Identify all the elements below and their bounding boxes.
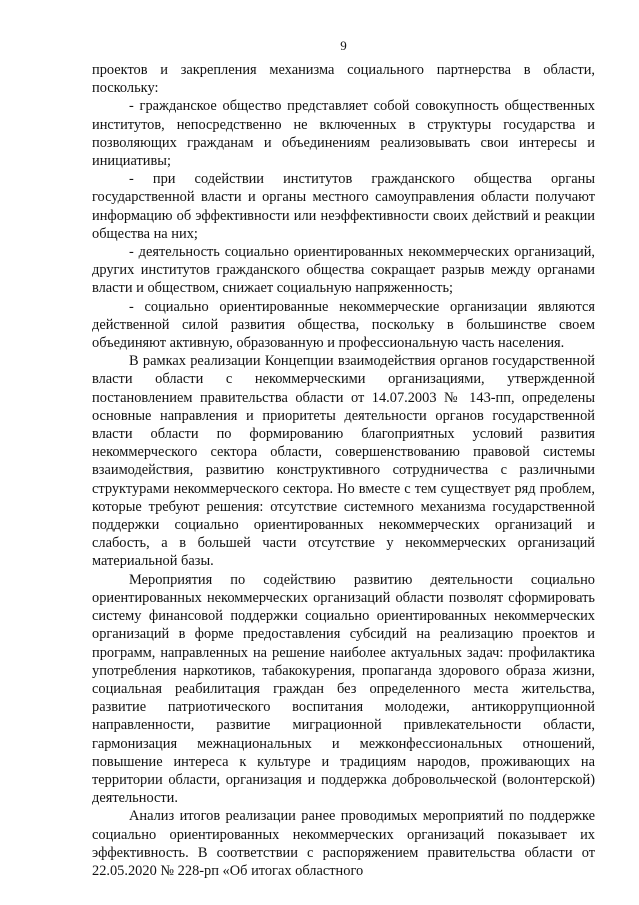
paragraph-concept: В рамках реализации Концепции взаимодействия органов государственной власти области с некоммерческими организациями, утвержденной постановлением правительства области от 14.07.2003 № 143-пп, определены основные направления и приоритеты деятельности органов государственной власти области по формированию благоприятных условий развития некоммерческого сектора области, совершенствованию правовой системы взаимодействия, развитию конструктивного сотрудничества с различными структурами некоммерческого сектора. Но вместе с тем существует ряд проблем, которые требуют решения: отсутствие системного механизма государственной поддержки социально ориентированных некоммерческих организаций и слабость, а в большей части отсутствие у некоммерческих организаций материальной базы.	[92, 353, 595, 570]
document-page	[92, 38, 595, 880]
list-item-nko-force: - социально ориентированные некоммерческие организации являются действенной силой развития общества, поскольку в большинстве своем объединяют активную, образованную и профессиональную часть населения.	[92, 298, 595, 352]
list-item-nko-activity: - деятельность социально ориентированных некоммерческих организаций, других институтов гражданского общества сокращает разрыв между органами власти и обществом, снижает социальную напряженность;	[92, 244, 595, 297]
paragraph-analysis: Анализ итогов реализации ранее проводимых мероприятий по поддержке социально ориентированных некоммерческих организаций показывает их эффективность. В соответствии с распоряжением правительства области от 22.05.2020 № 228-рп «Об итогах областного	[92, 808, 595, 879]
list-item-authorities: - при содействии институтов гражданского общества органы государственной власти и органы местного самоуправления области получают информацию об эффективности или неэффективности своих действий и реакции общества на них;	[92, 171, 595, 242]
list-item-civil-society: - гражданское общество представляет собой совокупность общественных институтов, непосредственно не включенных в структуры государства и позволяющих гражданам и объединениям реализовывать свои интересы и инициативы;	[92, 98, 595, 170]
paragraph-intro: проектов и закрепления механизма социального партнерства в области, поскольку:	[92, 62, 595, 97]
paragraph-measures: Мероприятия по содействию развитию деятельности социально ориентированных некоммерческих организаций области позволят сформировать систему финансовой поддержки социально ориентированных некоммерческих организаций в форме предоставления субсидий на реализацию проектов и программ, направленных на решение наиболее актуальных задач: профилактика употребления наркотиков, табакокурения, пропаганда здорового образа жизни, социальная реабилитация граждан без определенного места жительства, развитие патриотического воспитания молодежи, антикоррупционной направленности, развитие миграционной привлекательности области, гармонизация межнациональных и межконфессиональных отношений, повышение интереса к культуре и традициям народов, проживающих на территории области, организация и поддержка добровольческой (волонтерской) деятельности.	[92, 571, 595, 807]
page-number: 9	[340, 38, 347, 53]
